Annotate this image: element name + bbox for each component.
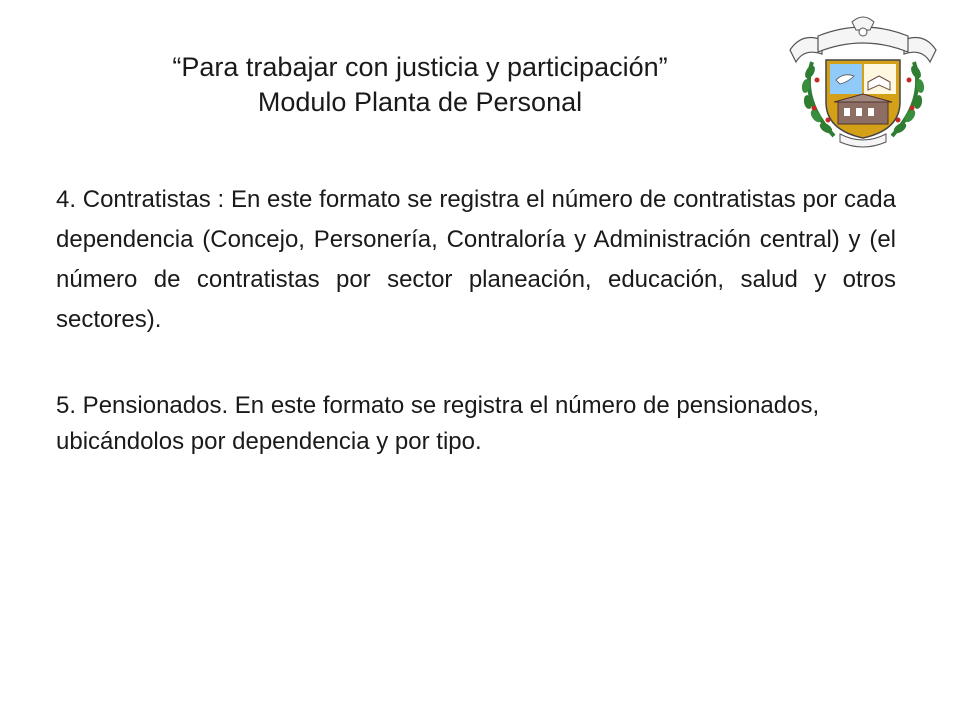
title-module: Modulo Planta de Personal (257, 87, 583, 117)
paragraph-pensionados: 5. Pensionados. En este formato se registra el número de pensionados, ubicándolos por dependencia y por tipo. (56, 392, 820, 455)
municipal-coat-of-arms-icon (782, 10, 944, 152)
paragraph-contratistas: 4. Contratistas : En este formato se registra el número de contratistas por cada dependencia (Concejo, Personería, Contraloría y Administración central) y (el número de contratistas por sector planeación, educación, salud y otros sectores). (56, 186, 896, 333)
slide-title (60, 50, 780, 120)
slide-body (56, 180, 896, 460)
title-motto: “Para trabajar con justicia y participación” (172, 52, 668, 82)
